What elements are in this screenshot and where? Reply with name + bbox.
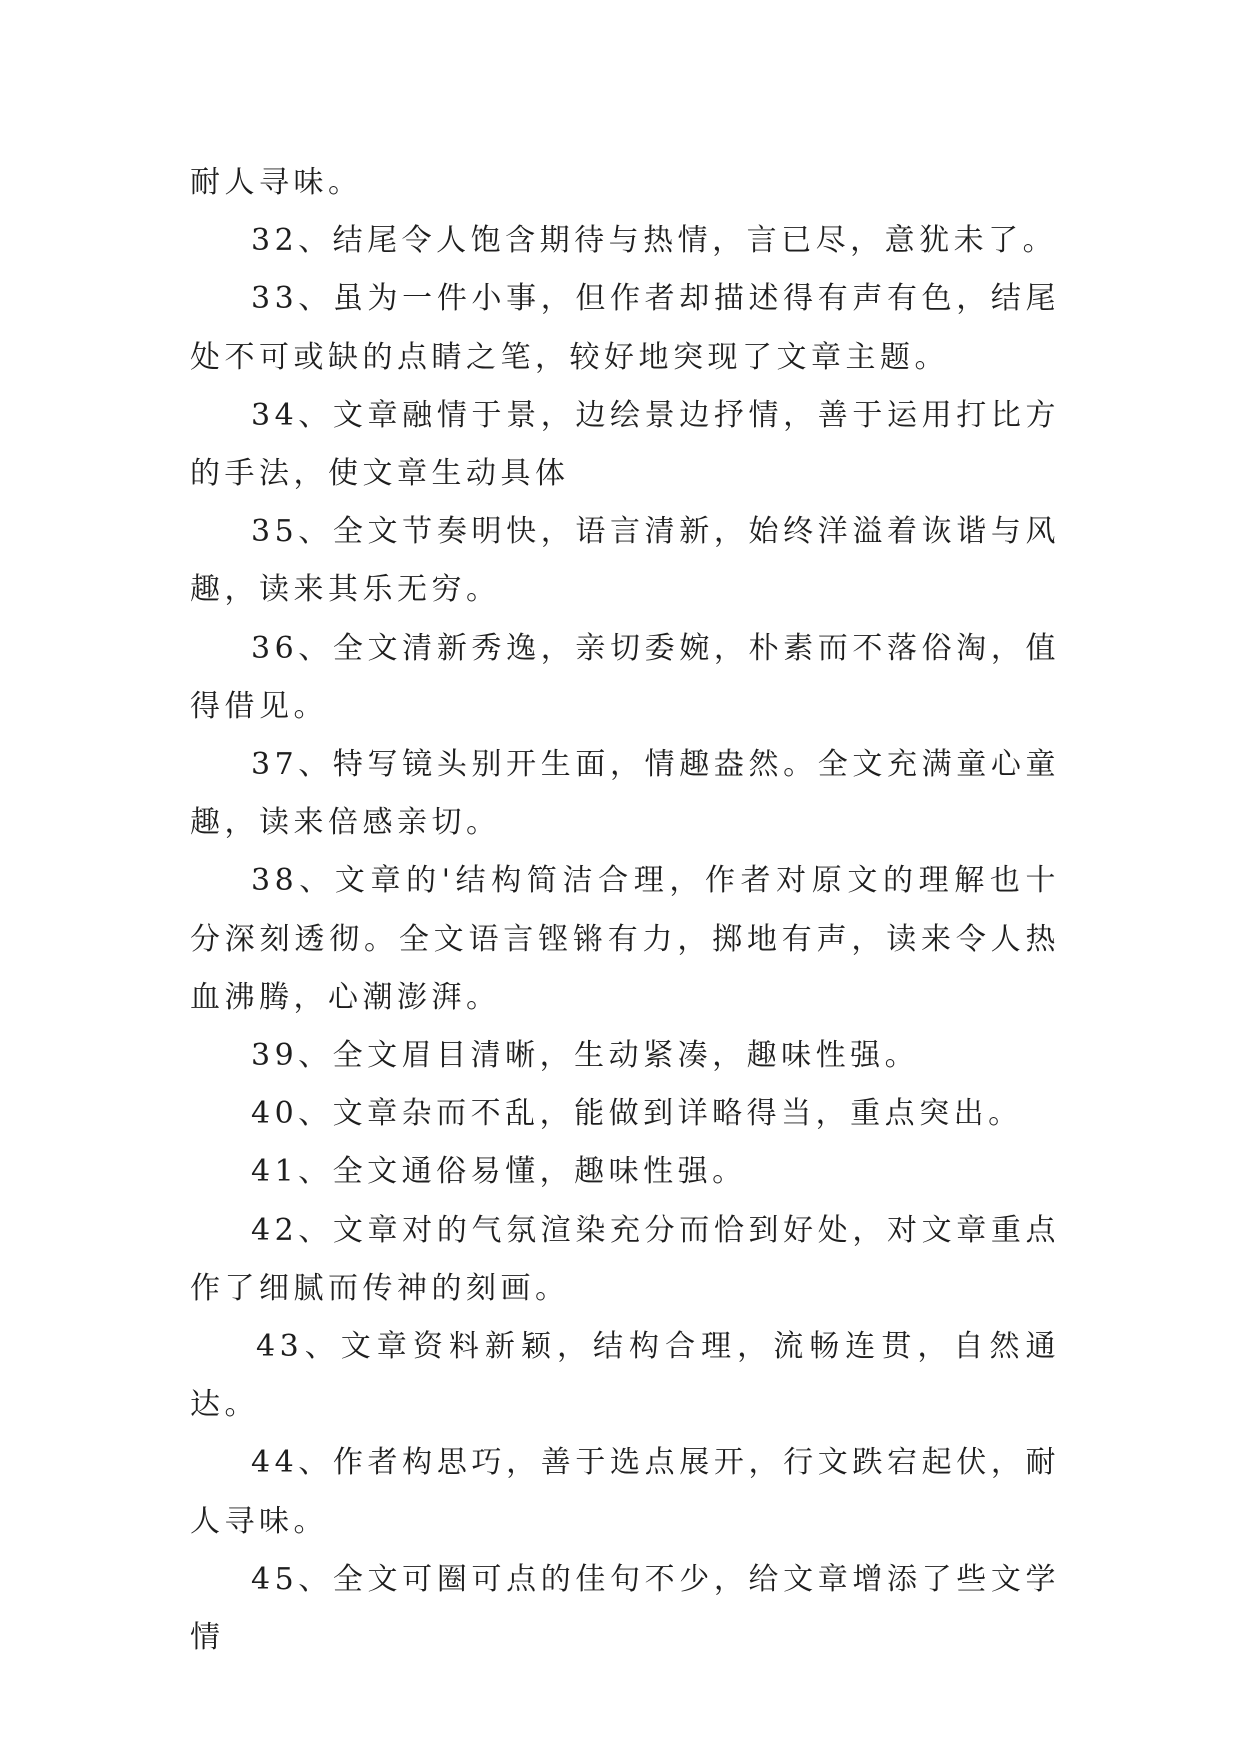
paragraph-31-continuation: 耐人寻味。: [190, 165, 363, 200]
paragraph-42: 42、文章对的气氛渲染充分而恰到好处，对文章重点作了细腻而传神的刻画。: [190, 1212, 1060, 1306]
paragraph-32: 32、结尾令人饱含期待与热情，言已尽，意犹未了。: [251, 223, 1058, 259]
paragraph-39: 39、全文眉目清晰，生动紧凑，趣味性强。: [251, 1038, 920, 1074]
paragraph-37: 37、特写镜头别开生面，情趣盎然。全文充满童心童趣，读来倍感亲切。: [190, 747, 1060, 841]
paragraph-43: 43、文章资料新颖，结构合理，流畅连贯，自然通达。: [190, 1329, 1060, 1423]
paragraph-35: 35、全文节奏明快，语言清新，始终洋溢着诙谐与风趣，读来其乐无穷。: [190, 514, 1060, 608]
paragraph-36: 36、全文清新秀逸，亲切委婉，朴素而不落俗淘，值得借见。: [190, 630, 1060, 724]
paragraph-44: 44、作者构思巧，善于选点展开，行文跌宕起伏，耐人寻味。: [190, 1445, 1060, 1539]
paragraph-34: 34、文章融情于景，边绘景边抒情，善于运用打比方的手法，使文章生动具体: [190, 397, 1060, 492]
paragraph-38: 38、文章的'结构简洁合理，作者对原文的理解也十分深刻透彻。全文语言铿锵有力，掷地有声，读来令人热血沸腾，心潮澎湃。: [190, 863, 1060, 1015]
paragraph-45: 45、全文可圈可点的佳句不少，给文章增添了些文学情: [190, 1561, 1060, 1656]
document-body: [190, 154, 1060, 1667]
paragraph-33: 33、虽为一件小事，但作者却描述得有声有色，结尾处不可或缺的点睛之笔，较好地突现了文章主题。: [190, 281, 1060, 375]
paragraph-41: 41、全文通俗易懂，趣味性强。: [251, 1154, 747, 1190]
paragraph-40: 40、文章杂而不乱，能做到详略得当，重点突出。: [251, 1096, 1023, 1132]
